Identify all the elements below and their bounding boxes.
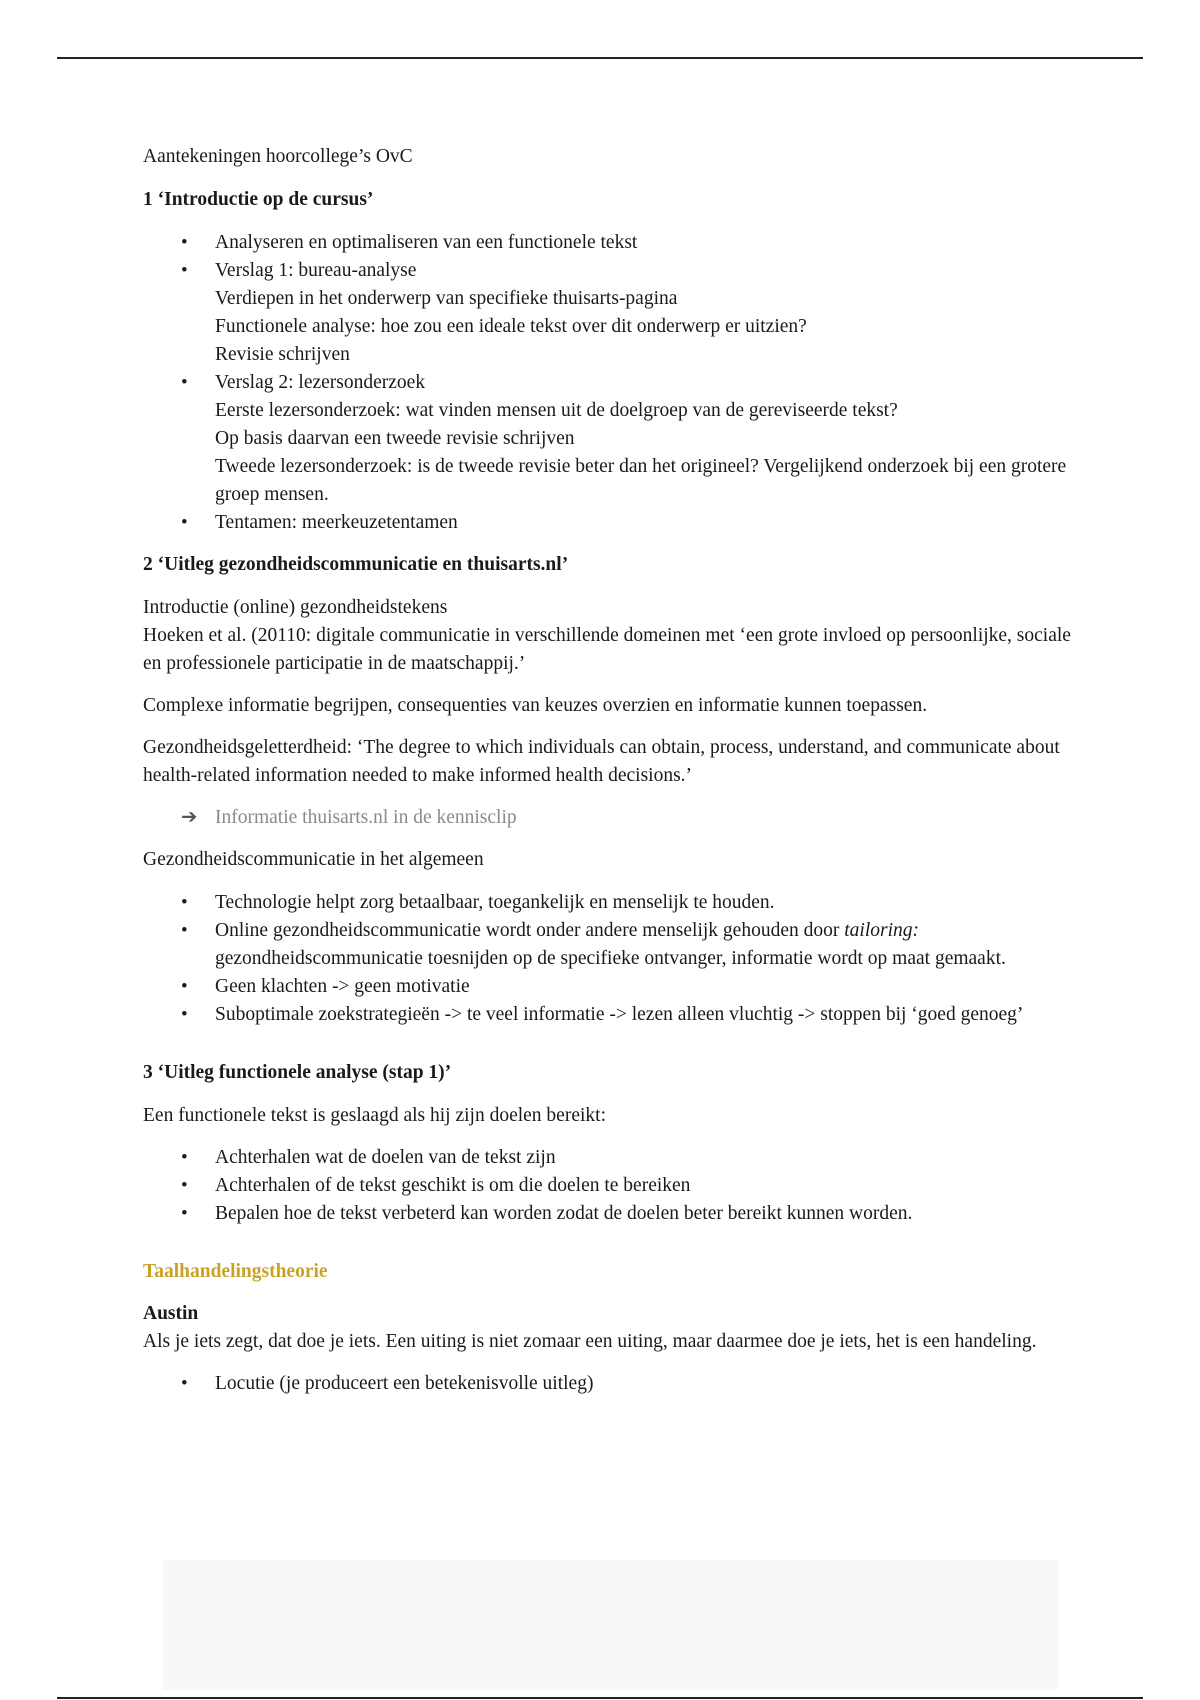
page-shade xyxy=(163,1560,1058,1690)
section-1-heading: 1 ‘Introductie op de cursus’ xyxy=(143,189,374,210)
section-1-list xyxy=(143,229,1073,537)
theory-heading: Taalhandelingstheorie xyxy=(143,1261,328,1282)
list-item: • Suboptimale zoekstrategieën -> te veel informatie -> lezen alleen vluchtig -> stoppen bij ‘goed genoeg’ xyxy=(143,1001,1073,1029)
bottom-rule xyxy=(57,1697,1143,1699)
general-heading: Gezondheidscommunicatie in het algemeen xyxy=(143,849,484,870)
list-item: • Technologie helpt zorg betaalbaar, toegankelijk en menselijk te houden. xyxy=(143,889,1073,917)
list-item: • Tentamen: meerkeuzetentamen xyxy=(143,509,1073,537)
list-item: • Locutie (je produceert een betekenisvolle uitleg) xyxy=(143,1370,1073,1398)
section-3-intro: Een functionele tekst is geslaagd als hij zijn doelen bereikt: xyxy=(143,1105,606,1126)
list-item: • Geen klachten -> geen motivatie xyxy=(143,973,1073,1001)
list-item: • Achterhalen of de tekst geschikt is om die doelen te bereiken xyxy=(143,1172,1073,1200)
austin-heading: Austin xyxy=(143,1303,199,1324)
section-2-intro: Introductie (online) gezondheidstekens Hoeken et al. (20110: digitale communicatie in verschillende domeinen met ‘een grote invloed op persoonlijke, sociale en professionele participatie in de maatschappij.’ xyxy=(143,597,1071,674)
austin-text: Als je iets zegt, dat doe je iets. Een uiting is niet zomaar een uiting, maar daarmee doe je iets, het is een handeling. xyxy=(143,1331,1037,1352)
list-item: • Online gezondheidscommunicatie wordt onder andere menselijk gehouden door tailoring: gezondheidscommunicatie toesnijden op de specifieke ontvanger, informatie wordt op maat gemaakt. xyxy=(143,917,1073,973)
arrow-right-icon: ➔ xyxy=(181,807,198,828)
theory-list xyxy=(143,1370,1073,1398)
list-item: • Analyseren en optimaliseren van een functionele tekst xyxy=(143,229,1073,257)
section-2-paragraph: Complexe informatie begrijpen, consequenties van keuzes overzien en informatie kunnen toepassen. xyxy=(143,695,928,716)
document-body xyxy=(143,143,1073,1412)
list-item: • Verslag 1: bureau-analyse Verdiepen in het onderwerp van specifieke thuisarts-pagina Functionele analyse: hoe zou een ideale tekst over dit onderwerp er uitzien? Revisie schrijven xyxy=(143,257,1073,369)
list-item: • Verslag 2: lezersonderzoek Eerste lezersonderzoek: wat vinden mensen uit de doelgroep van de gereviseerde tekst? Op basis daarvan een tweede revisie schrijven Tweede lezersonderzoek: is de tweede revisie beter dan het origineel? Vergelijkend onderzoek bij een grotere groep mensen. xyxy=(143,369,1073,509)
list-item: • Achterhalen wat de doelen van de tekst zijn xyxy=(143,1144,1073,1172)
section-2-list xyxy=(143,889,1073,1029)
document-title: Aantekeningen hoorcollege’s OvC xyxy=(143,146,413,167)
kennisclip-reference: ➔ Informatie thuisarts.nl in de kennisclip xyxy=(143,804,1073,832)
section-3-heading: 3 ‘Uitleg functionele analyse (stap 1)’ xyxy=(143,1062,452,1083)
top-rule xyxy=(57,57,1143,59)
health-literacy-definition: Gezondheidsgeletterdheid: ‘The degree to which individuals can obtain, process, understand, and communicate about health-related information needed to make informed health decisions.’ xyxy=(143,737,1060,786)
section-2-heading: 2 ‘Uitleg gezondheidscommunicatie en thuisarts.nl’ xyxy=(143,554,569,575)
list-item: • Bepalen hoe de tekst verbeterd kan worden zodat de doelen beter bereikt kunnen worden. xyxy=(143,1200,1073,1228)
section-3-list xyxy=(143,1144,1073,1228)
